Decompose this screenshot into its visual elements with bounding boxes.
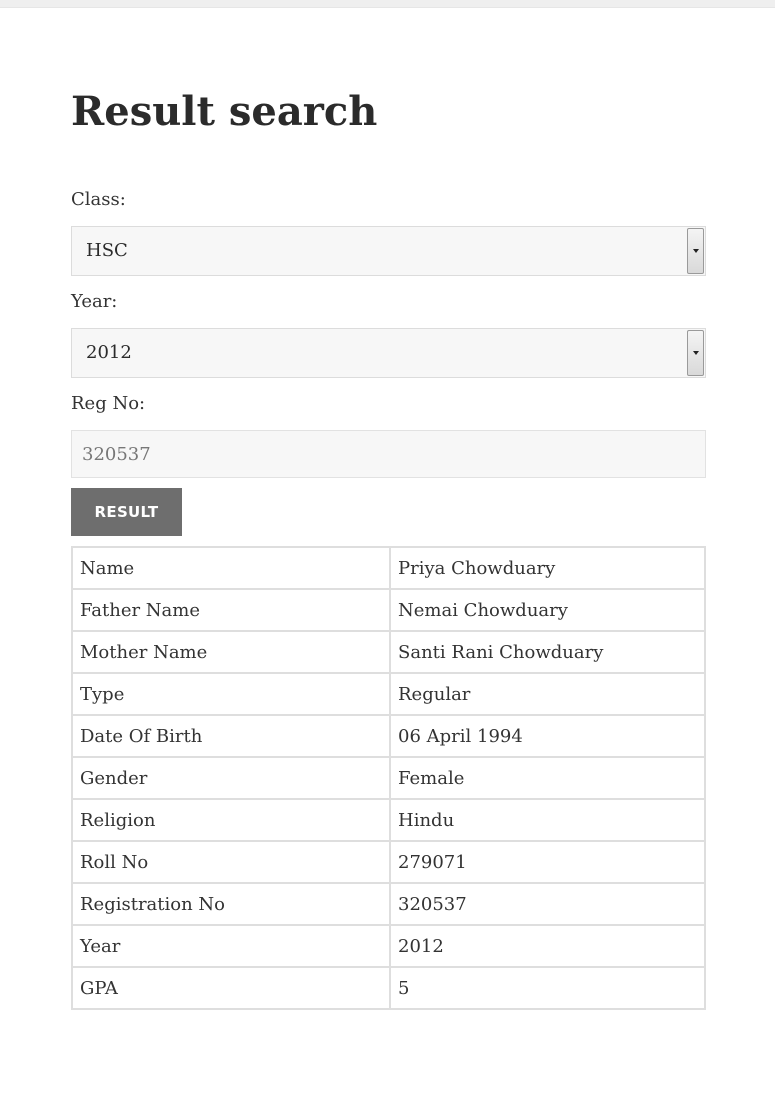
row-value: Priya Chowduary bbox=[390, 547, 705, 589]
row-value: Nemai Chowduary bbox=[390, 589, 705, 631]
year-select-value: 2012 bbox=[86, 342, 132, 363]
row-value: Hindu bbox=[390, 799, 705, 841]
row-label: Mother Name bbox=[72, 631, 390, 673]
reg-no-input[interactable] bbox=[72, 431, 705, 477]
row-label: Name bbox=[72, 547, 390, 589]
row-label: Type bbox=[72, 673, 390, 715]
top-bar bbox=[0, 0, 775, 8]
table-row bbox=[72, 673, 705, 715]
row-value: Santi Rani Chowduary bbox=[390, 631, 705, 673]
row-value: 2012 bbox=[390, 925, 705, 967]
reg-no-field[interactable] bbox=[71, 430, 706, 478]
year-label: Year: bbox=[71, 291, 118, 312]
row-label: Year bbox=[72, 925, 390, 967]
result-button[interactable]: RESULT bbox=[71, 488, 182, 536]
row-label: Registration No bbox=[72, 883, 390, 925]
result-table bbox=[71, 546, 706, 1010]
row-value: 320537 bbox=[390, 883, 705, 925]
row-label: Roll No bbox=[72, 841, 390, 883]
row-label: Date Of Birth bbox=[72, 715, 390, 757]
class-select-value: HSC bbox=[86, 240, 128, 261]
table-row bbox=[72, 757, 705, 799]
row-value: 06 April 1994 bbox=[390, 715, 705, 757]
class-label: Class: bbox=[71, 189, 126, 210]
table-row bbox=[72, 841, 705, 883]
table-row bbox=[72, 715, 705, 757]
table-row bbox=[72, 925, 705, 967]
row-label: GPA bbox=[72, 967, 390, 1009]
row-value: 5 bbox=[390, 967, 705, 1009]
table-row bbox=[72, 799, 705, 841]
table-row bbox=[72, 547, 705, 589]
table-row bbox=[72, 967, 705, 1009]
chevron-down-icon[interactable] bbox=[687, 228, 704, 274]
chevron-down-icon[interactable] bbox=[687, 330, 704, 376]
page-title: Result search bbox=[71, 88, 378, 135]
table-row bbox=[72, 883, 705, 925]
class-select[interactable] bbox=[71, 226, 706, 276]
year-select[interactable] bbox=[71, 328, 706, 378]
table-row bbox=[72, 631, 705, 673]
row-value: Female bbox=[390, 757, 705, 799]
table-row bbox=[72, 589, 705, 631]
reg-no-label: Reg No: bbox=[71, 393, 146, 414]
row-label: Religion bbox=[72, 799, 390, 841]
row-label: Gender bbox=[72, 757, 390, 799]
row-value: Regular bbox=[390, 673, 705, 715]
row-label: Father Name bbox=[72, 589, 390, 631]
row-value: 279071 bbox=[390, 841, 705, 883]
